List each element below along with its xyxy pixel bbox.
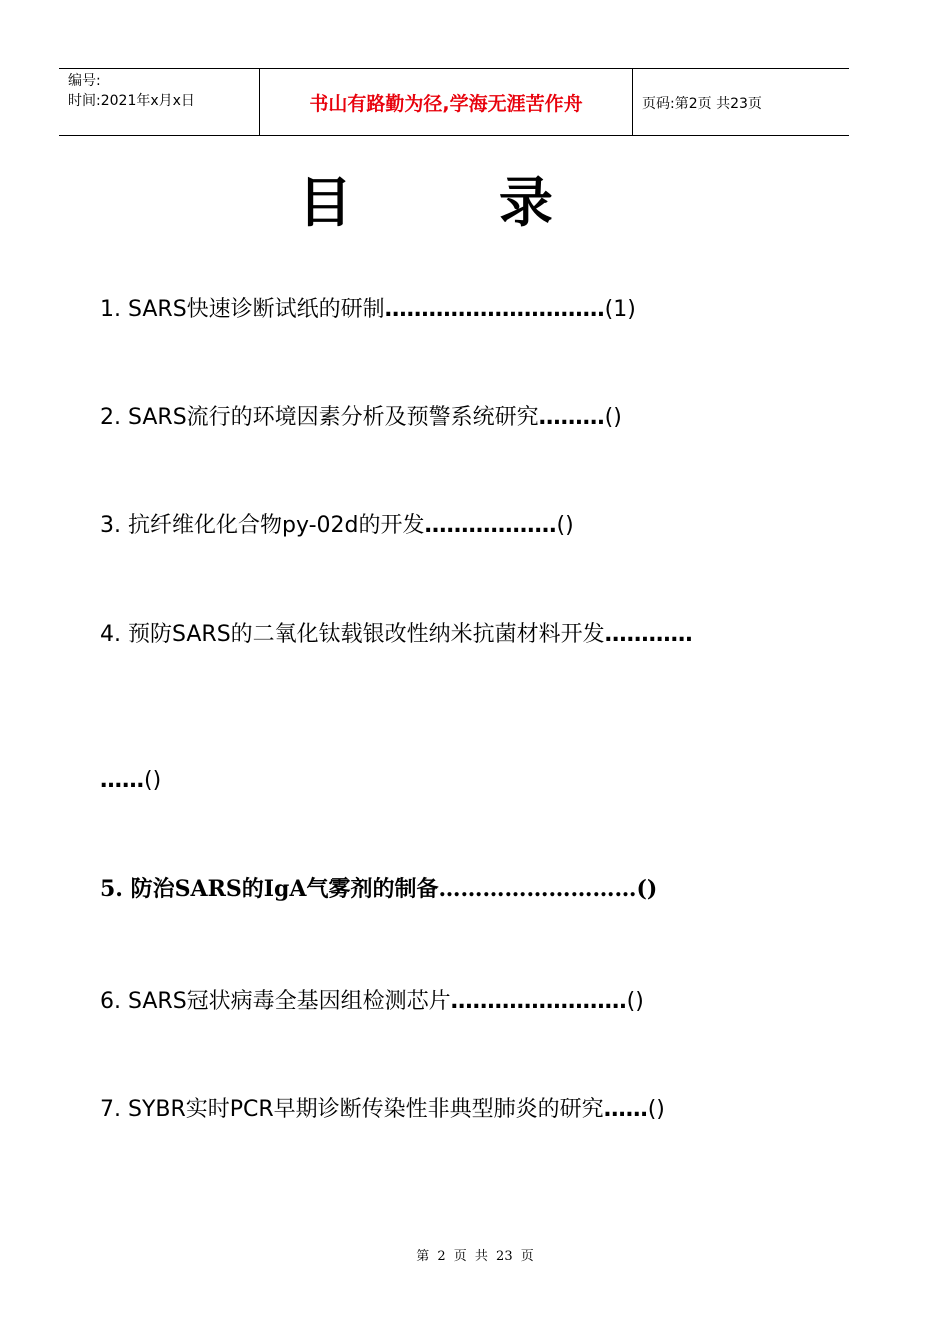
toc-entry-5 [100, 874, 840, 904]
document-date: 时间:2021年x月x日 [68, 93, 195, 109]
toc-entry-7 [100, 1095, 840, 1125]
toc-entry-leader: …… [603, 1097, 648, 1122]
document-number-label: 编号: [68, 73, 101, 89]
toc-entry-3 [100, 511, 840, 541]
toc-entry-page: (1) [604, 297, 636, 322]
toc-entry-title: 2. SARS流行的环境因素分析及预警系统研究 [100, 405, 539, 430]
toc-entry-title: 7. SYBR实时PCR早期诊断传染性非典型肺炎的研究 [100, 1097, 604, 1122]
header-meta [59, 69, 259, 136]
toc-entry-title: 5. 防治SARS的IgA气雾剂的制备 [100, 876, 439, 902]
toc-entry-leader: …… [100, 768, 144, 793]
page-footer: 第 2 页 共 23 页 [416, 1249, 534, 1264]
toc-entry-leader: …………………… [450, 989, 627, 1014]
toc-entry-page: () [636, 876, 658, 902]
toc-entry-title: 6. SARS冠状病毒全基因组检测芯片 [100, 989, 451, 1014]
toc-entry-page: () [626, 989, 644, 1014]
page-title: 目 录 [298, 171, 617, 234]
toc-entry-leader: ……… [538, 405, 605, 430]
toc-entry-4-continued [100, 766, 840, 796]
toc-entry-page: () [144, 768, 162, 793]
toc-entry-page: () [556, 513, 574, 538]
toc-entry-page: () [604, 405, 622, 430]
header-motto: 书山有路勤为径,学海无涯苦作舟 [259, 69, 633, 136]
toc-entry-title: 3. 抗纤维化化合物py-02d的开发 [100, 513, 425, 538]
toc-entry-6 [100, 987, 840, 1017]
toc-entry-leader: ………… [604, 622, 693, 647]
toc-entry-1 [100, 295, 840, 325]
toc-entry-leader: ………………………… [384, 297, 605, 322]
toc-entry-leader: ……………… [424, 513, 557, 538]
toc-entry-page: () [647, 1097, 665, 1122]
toc-entry-title: 1. SARS快速诊断试纸的研制 [100, 297, 385, 322]
toc-entry-2 [100, 403, 840, 433]
toc-entry-4 [100, 620, 840, 650]
toc-entry-leader: ……………………… [438, 876, 637, 902]
toc-entry-title: 4. 预防SARS的二氧化钛载银改性纳米抗菌材料开发 [100, 622, 605, 647]
page-header [59, 68, 849, 136]
header-page-number: 页码:第2页 共23页 [642, 95, 762, 112]
